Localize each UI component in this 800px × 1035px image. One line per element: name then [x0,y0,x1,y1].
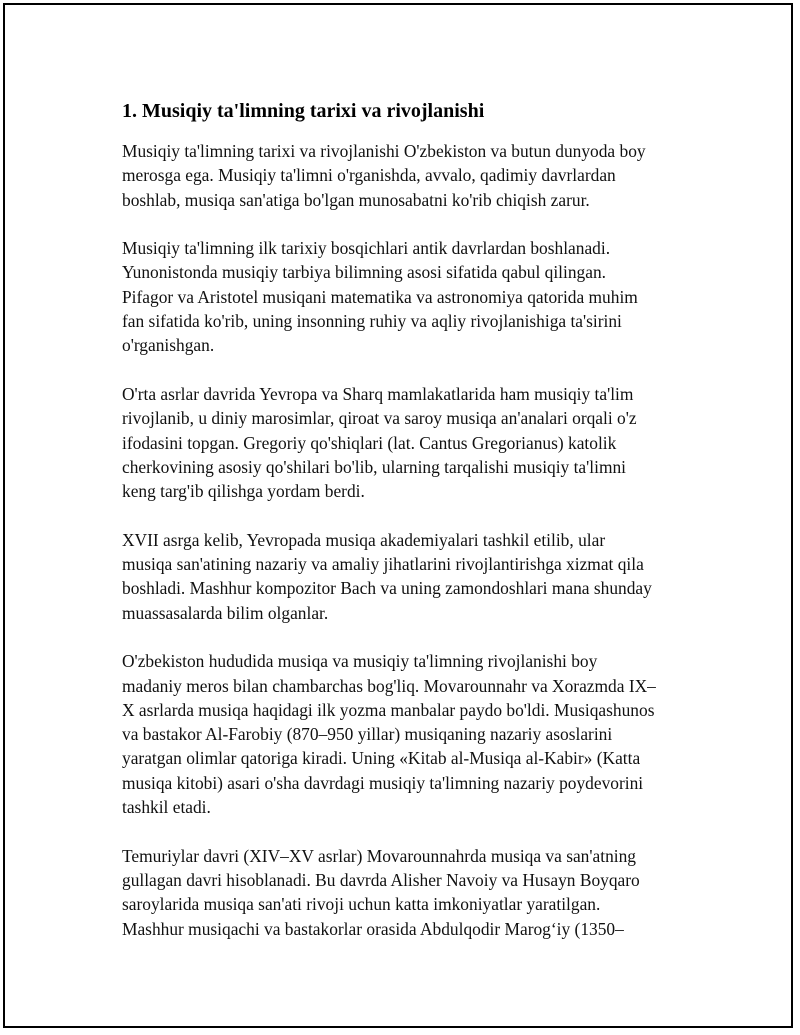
paragraph-4: XVII asrga kelib, Yevropada musiqa akademiyalari tashkil etilib, ular musiqa san'atining nazariy va amaliy jihatlarini rivojlantirishga xizmat qila boshladi. Mashhur kompozitor Bach va uning zamondoshlari mana shunday muassasalarda bilim olganlar. [122,529,652,623]
paragraph-2: Musiqiy ta'limning ilk tarixiy bosqichlari antik davrlardan boshlanadi. Yunonistonda musiqiy tarbiya bilimning asosi sifatida qabul qilingan. Pifagor va Aristotel musiqani matematika va astronomiya qatorida muhim fan sifatida ko'rib, uning insonning ruhiy va aqliy rivojlanishiga ta'sirini o'rganishgan. [122,238,638,356]
section-heading: 1. Musiqiy ta'limning tarixi va rivojlanishi [122,100,485,122]
paragraph-1: Musiqiy ta'limning tarixi va rivojlanishi O'zbekiston va butun dunyoda boy merosga ega. Musiqiy ta'limni o'rganishda, avvalo, qadimiy davrlardan boshlab, musiqa san'atiga bo'lgan munosabatni ko'rib chiqish zarur. [122,141,646,210]
paragraph-3: O'rta asrlar davrida Yevropa va Sharq mamlakatlarida ham musiqiy ta'lim rivojlanib, u diniy marosimlar, qiroat va saroy musiqa an'analari orqali o'z ifodasini topgan. Gregoriy qo'shiqlari (lat. Cantus Gregorianus) katolik cherkovining asosiy qo'shilari bo'lib, ularning tarqalishi musiqiy ta'limni keng targ'ib qilishga yordam berdi. [122,383,637,502]
paragraph-5: O'zbekiston hududida musiqa va musiqiy ta'limning rivojlanishi boy madaniy meros bilan chambarchas bog'liq. Movarounnahr va Xorazmda IX– X asrlarda musiqa haqidagi ilk yozma manbalar paydo bo'ldi. Musiqashunos va bastakor Al-Farobiy (870–950 yillar) musiqaning nazariy asoslarini yaratgan olimlar qatoriga kiradi. Uning «Kitab al-Musiqa al-Kabir» (Katta musiqa kitobi) asari o'sha davrdagi musiqiy ta'limning nazariy poydevorini tashkil etadi. [122,651,656,818]
paragraph-6: Temuriylar davri (XIV–XV asrlar) Movarounnahrda musiqa va san'atning gullagan davri hisoblanadi. Bu davrda Alisher Navoiy va Husayn Boyqaro saroylarida musiqa san'ati rivoji uchun katta imkoniyatlar yaratilgan. Mashhur musiqachi va bastakorlar orasida Abdulqodir Marog‘iy (1350– [122,845,640,939]
document-body [122,99,694,965]
page-frame [3,3,793,1028]
